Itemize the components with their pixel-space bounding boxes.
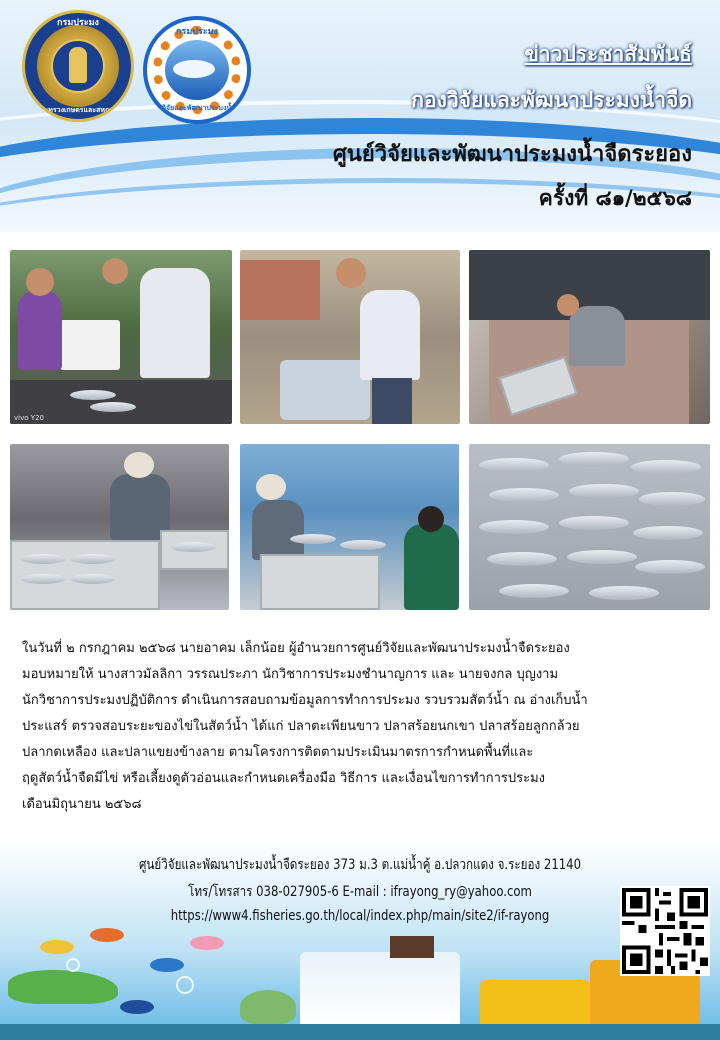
department-of-fisheries-emblem: [22, 10, 134, 122]
emblem-text-top: กรมประมง: [176, 27, 218, 37]
photo-fish-sorting-outdoor: [10, 250, 232, 424]
turtle-illustration: [240, 990, 296, 1024]
body-line: ฤดูสัตว์น้ำจืดมีไข่ หรือเลี้ยงดูตัวอ่อนและกำหนดเครื่องมือ วิธีการ และเงื่อนไขการทำการประมง: [22, 771, 546, 786]
body-line: นักวิชาการประมงปฏิบัติการ ดำเนินการสอบถามข้อมูลการทำการประมง รวบรวมสัตว์น้ำ ณ อ่างเก็บน้ำ: [22, 693, 588, 708]
lab-flasks-illustration: [390, 936, 434, 958]
issue-number: ครั้งที่ ๘๑/๒๕๖๘: [538, 186, 692, 210]
photo-fish-bags-inspection: [240, 250, 460, 424]
address-line: ศูนย์วิจัยและพัฒนาประมงน้ำจืดระยอง 373 ม.3 ต.แม่น้ำคู้ อ.ปลวกแดง จ.ระยอง 21140: [138, 857, 582, 873]
body-line: ประแสร์ ตรวจสอบระยะของไข่ในสัตว์น้ำ ได้แก่ ปลาตะเพียนขาว ปลาสร้อยนกเขา ปลาสร้อยลูกกล้วย: [22, 719, 580, 734]
body-line: มอบหมายให้ นางสาวมัลลิกา วรรณประภา นักวิชาการประมงชำนาญการ และ นายจงกล บุญงาม: [22, 667, 559, 682]
body-line: ในวันที่ ๒ กรกฎาคม ๒๕๖๘ นายอาคม เล็กน้อย ผู้อำนวยการศูนย์วิจัยและพัฒนาประมงน้ำจืดระยอง: [22, 641, 570, 656]
emblem-text-bottom: กองวิจัยและพัฒนาประมงน้ำจืด: [150, 104, 244, 112]
photo-fish-samples-tray: [469, 444, 710, 610]
emblem-text-bottom: กระทรวงเกษตรและสหกรณ์: [36, 106, 120, 114]
camera-stamp: vivo Y20: [14, 414, 44, 422]
center-name: ศูนย์วิจัยและพัฒนาประมงน้ำจืดระยอง: [332, 142, 692, 167]
photo-fish-tray-floor: [469, 250, 710, 424]
crocodile-illustration: [8, 970, 118, 1004]
news-release-label: ข่าวประชาสัมพันธ์: [524, 42, 692, 66]
header-banner: [0, 0, 720, 232]
seaweed-decoration: [0, 1024, 720, 1040]
division-name: กองวิจัยและพัฒนาประมงน้ำจืด: [411, 88, 692, 112]
bubble-decoration: [66, 958, 80, 972]
bubble-decoration: [176, 976, 194, 994]
fish-illustration: [120, 1000, 154, 1014]
freshwater-division-emblem: [143, 16, 251, 124]
emblem-text-top: กรมประมง: [57, 18, 99, 28]
photo-lab-team-recording: [240, 444, 459, 610]
qr-code-icon[interactable]: [620, 886, 710, 976]
fish-illustration: [150, 958, 184, 972]
contact-line: โทร/โทรสาร 038-027905-6 E-mail : ifrayong_ry@yahoo.com: [188, 884, 532, 900]
photo-measuring-fish-indoors: [10, 444, 229, 610]
fish-illustration: [90, 928, 124, 942]
body-line: ปลากดเหลือง และปลาแขยงข้างลาย ตามโครงการติดตามประเมินมาตรการกำหนดพื้นที่และ: [22, 745, 534, 760]
footer-banner: [0, 840, 720, 1040]
website-link[interactable]: https://www4.fisheries.go.th/local/index.php/main/site2/if-rayong: [170, 908, 550, 924]
body-line: เดือนมิถุนายน ๒๕๖๘: [22, 797, 142, 812]
news-body: [22, 636, 702, 818]
lab-scientists-illustration: [300, 952, 460, 1028]
fish-illustration: [40, 940, 74, 954]
fish-illustration: [190, 936, 224, 950]
